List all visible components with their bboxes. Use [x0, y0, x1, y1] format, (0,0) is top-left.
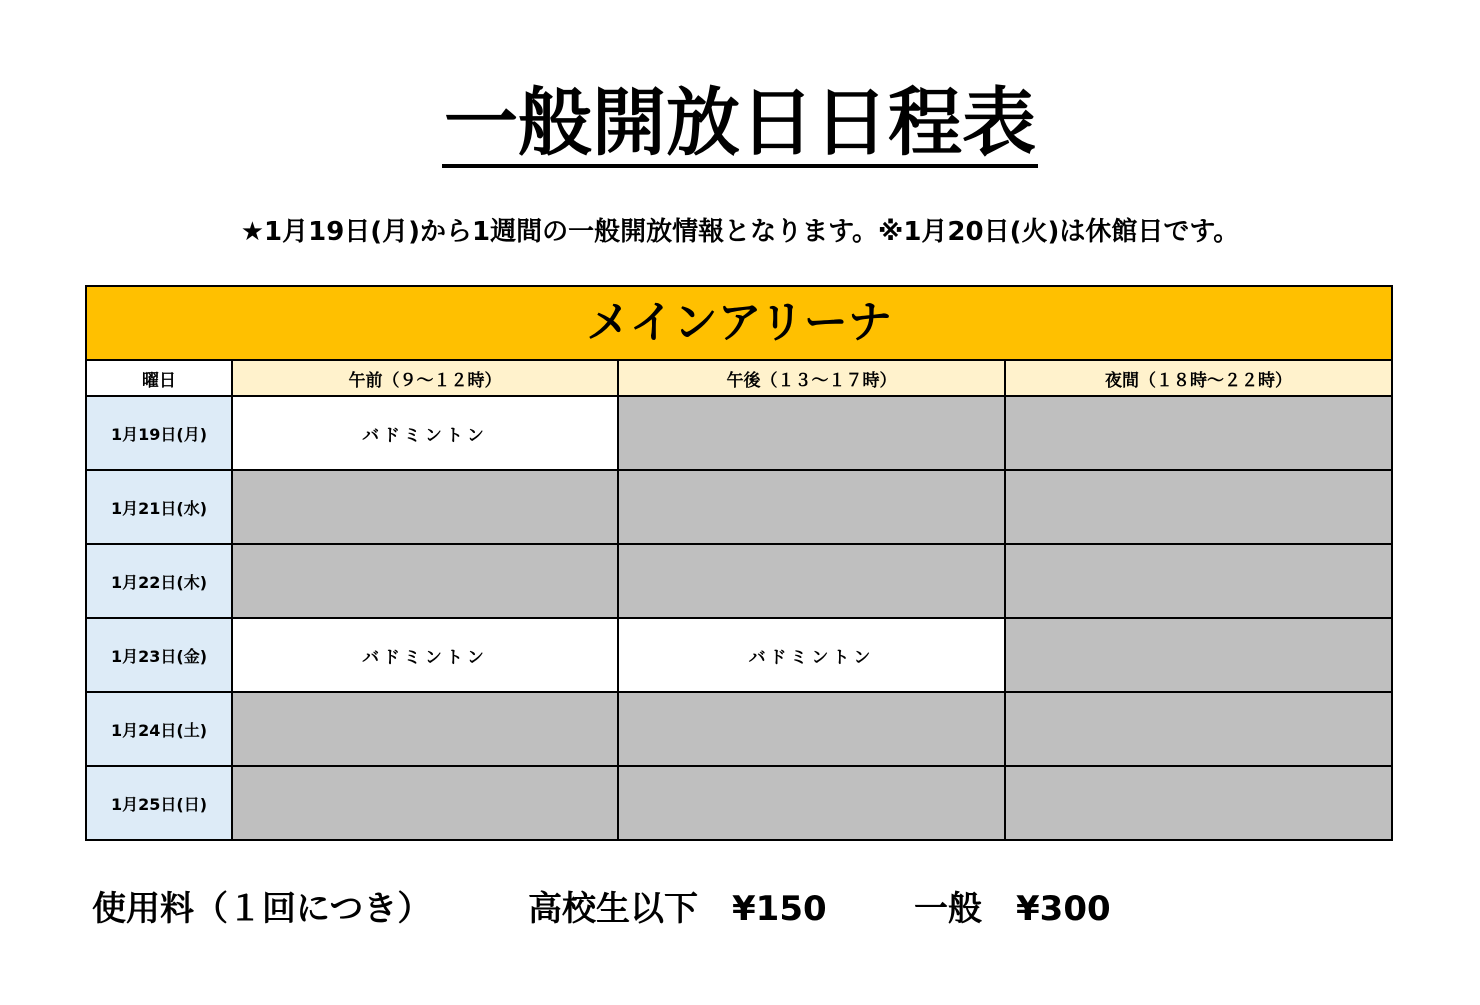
morning-cell [232, 544, 618, 618]
day-cell: 1月19日(月) [86, 396, 232, 470]
day-cell: 1月24日(土) [86, 692, 232, 766]
afternoon-cell: バドミントン [618, 618, 1005, 692]
morning-cell [232, 766, 618, 840]
table-row [86, 396, 1392, 470]
afternoon-cell [618, 692, 1005, 766]
day-cell: 1月25日(日) [86, 766, 232, 840]
facility-header-row [86, 286, 1392, 360]
day-cell: 1月23日(金) [86, 618, 232, 692]
page-title-wrap [0, 78, 1480, 168]
table-row [86, 692, 1392, 766]
afternoon-cell [618, 396, 1005, 470]
morning-cell [232, 692, 618, 766]
evening-cell [1005, 544, 1392, 618]
column-header-evening: 夜間（１８時～２２時） [1005, 360, 1392, 396]
evening-cell [1005, 396, 1392, 470]
day-cell: 1月21日(水) [86, 470, 232, 544]
evening-cell [1005, 470, 1392, 544]
fee-line [0, 884, 1480, 934]
morning-cell: バドミントン [232, 396, 618, 470]
page-title: 一般開放日日程表 [444, 80, 1036, 166]
facility-name: メインアリーナ [86, 286, 1392, 360]
table-row [86, 470, 1392, 544]
afternoon-cell [618, 766, 1005, 840]
table-row [86, 766, 1392, 840]
column-header-day: 曜日 [86, 360, 232, 396]
column-header-afternoon: 午後（１３～１７時） [618, 360, 1005, 396]
table-row [86, 618, 1392, 692]
schedule-body [86, 396, 1392, 840]
fee-label: 使用料（１回につき） [92, 889, 432, 929]
evening-cell [1005, 692, 1392, 766]
day-cell: 1月22日(木) [86, 544, 232, 618]
evening-cell [1005, 618, 1392, 692]
fee-student: 高校生以下 ¥150 [528, 889, 827, 929]
schedule-table [85, 285, 1393, 841]
afternoon-cell [618, 544, 1005, 618]
afternoon-cell [618, 470, 1005, 544]
evening-cell [1005, 766, 1392, 840]
morning-cell: バドミントン [232, 618, 618, 692]
fee-general: 一般 ¥300 [914, 889, 1111, 929]
column-header-morning: 午前（９～１２時） [232, 360, 618, 396]
notice-text: ★1月19日(月)から1週間の一般開放情報となります。※1月20日(火)は休館日です。 [240, 217, 1240, 247]
table-row [86, 544, 1392, 618]
morning-cell [232, 470, 618, 544]
column-header-row [86, 360, 1392, 396]
